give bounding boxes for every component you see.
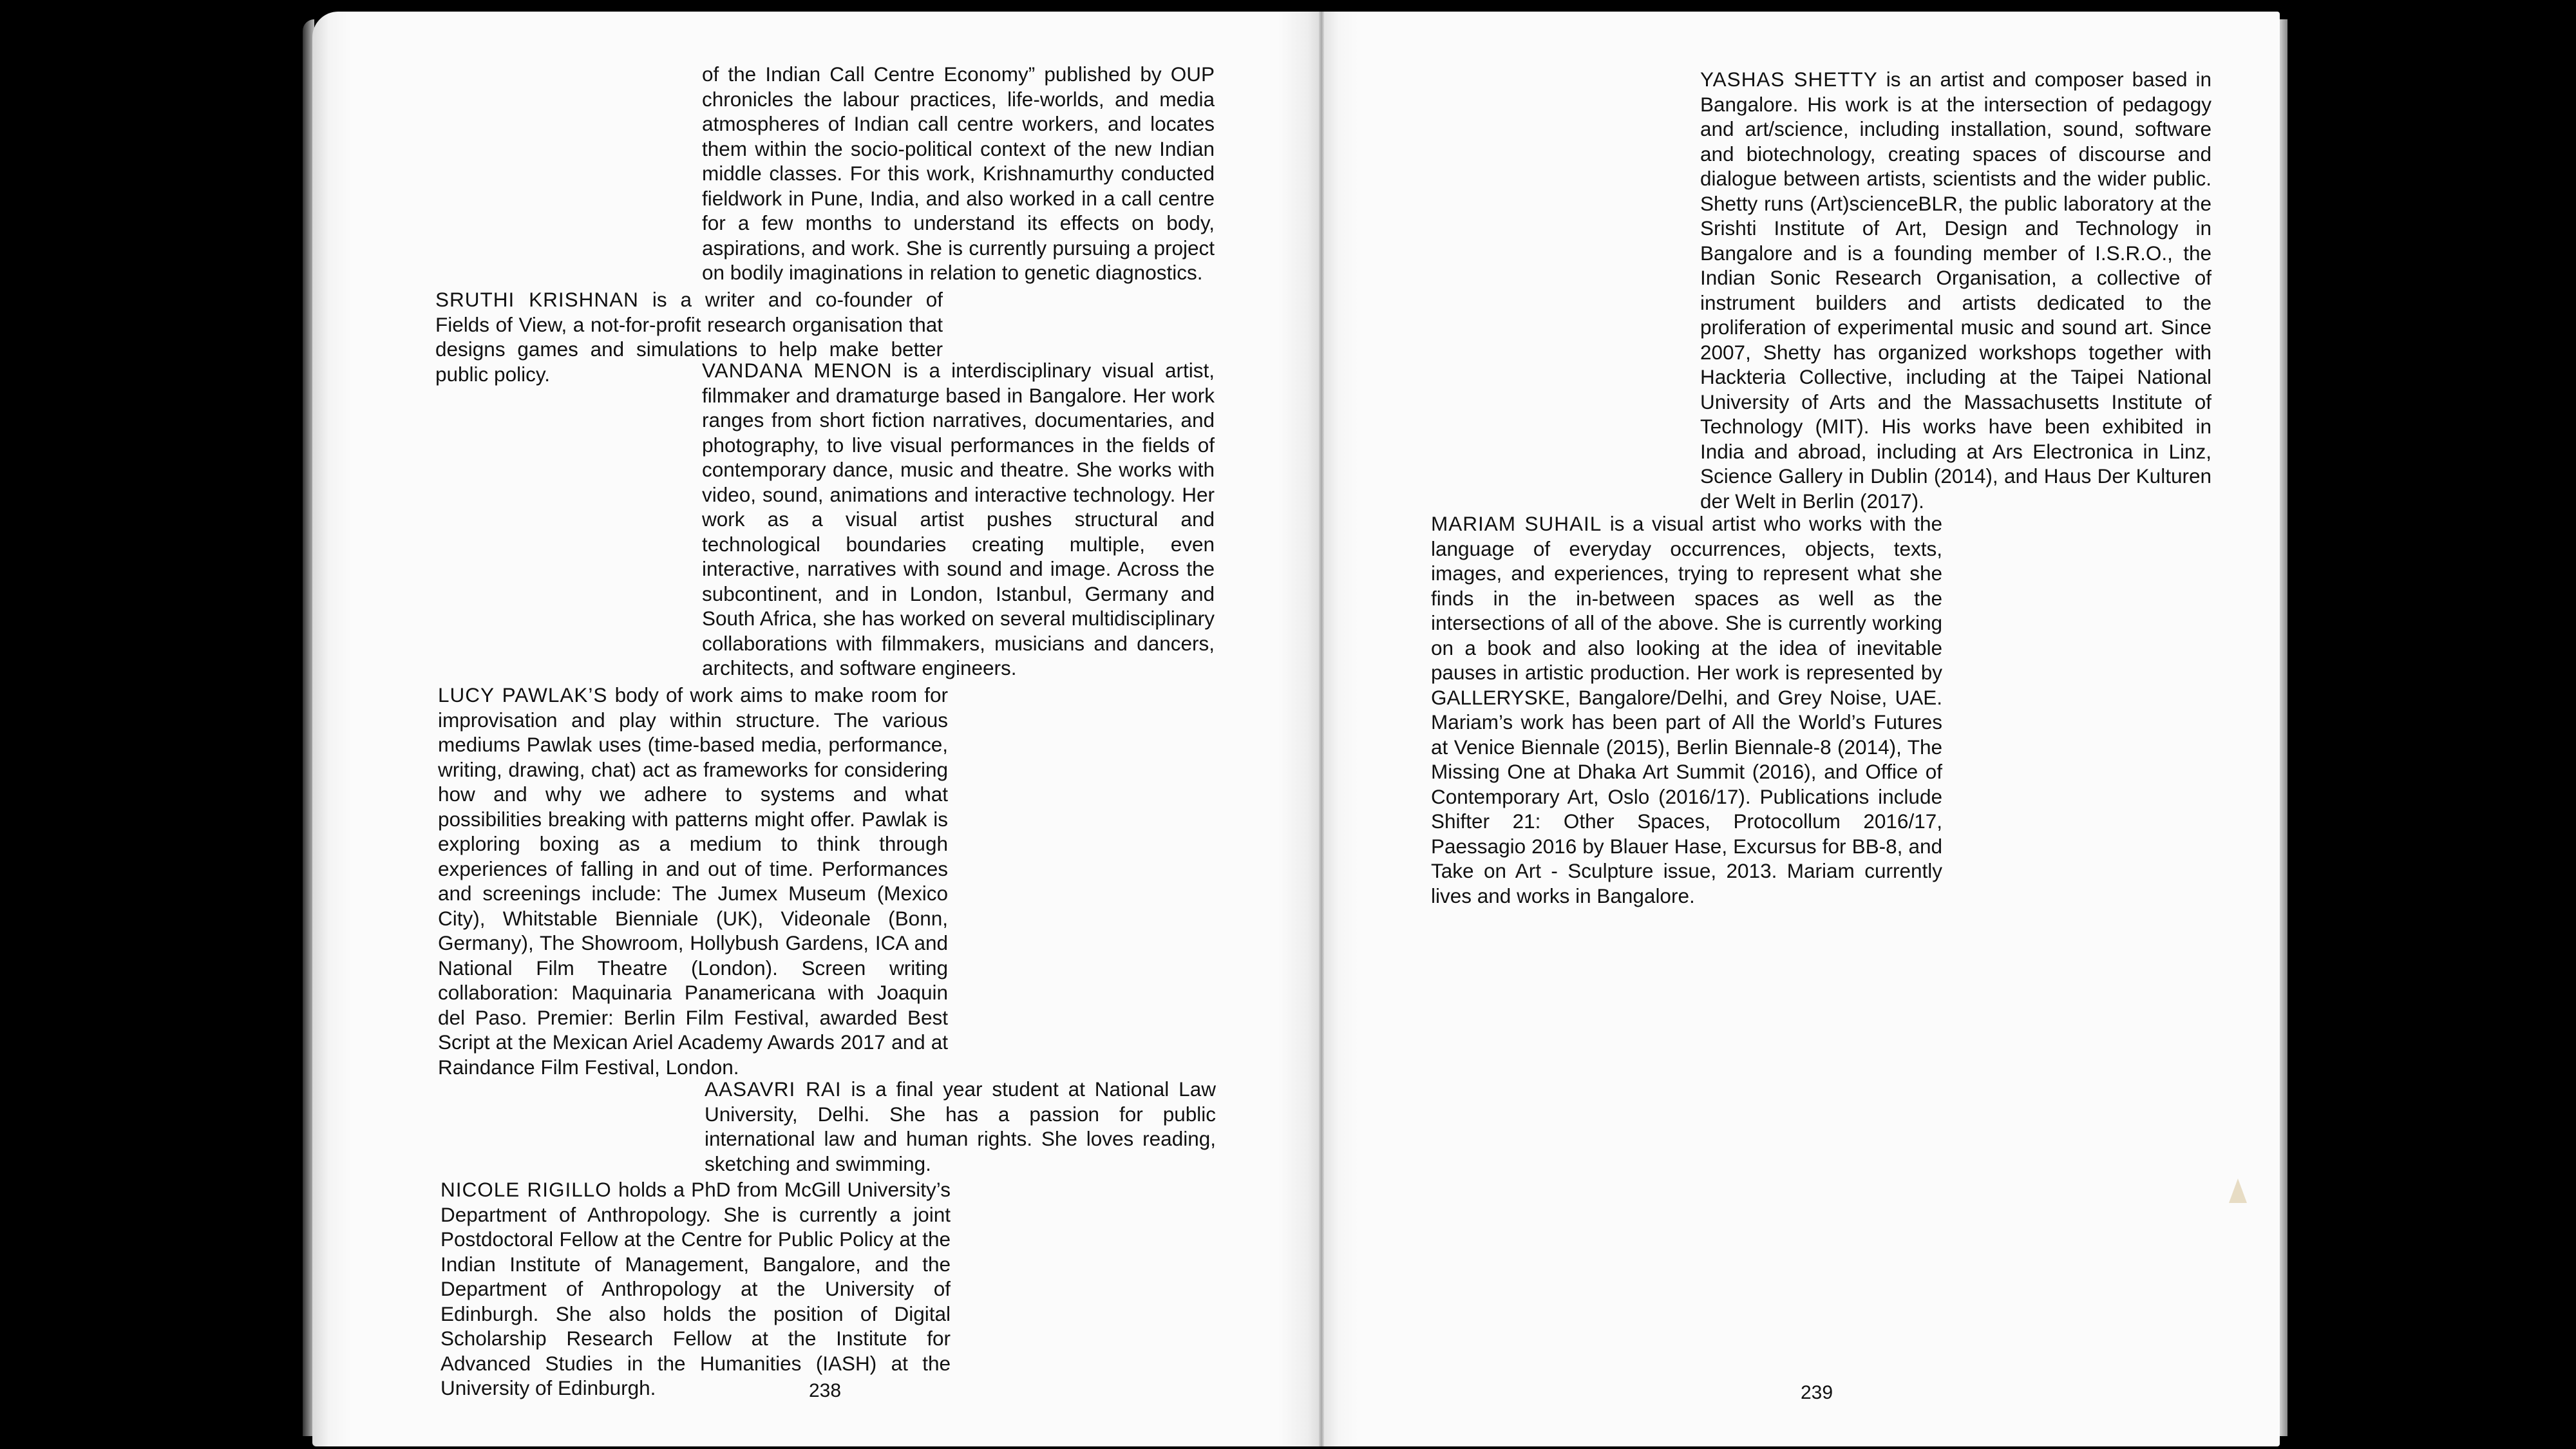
bio-krishnamurthy-continued	[702, 62, 1215, 285]
bio-text: is a final year student at National Law University, Delhi. She has a passion for public international law and human rights. She loves reading, sketching and swimming.	[705, 1077, 1216, 1175]
bio-text: holds a PhD from McGill University’s Department of Anthropology. She is currently a joint Postdoctoral Fellow at the Centre for Public Policy at the Indian Institute of Management, Bangalore, and the Department of Anthropology at the University of Edinburgh. She also holds the position of Digital Scholarship Research Fellow at the Institute for Advanced Studies in the Humanities (IASH) at the University of Edinburgh.	[440, 1178, 951, 1399]
bio-name: SRUTHI KRISHNAN	[435, 288, 639, 311]
bio-text: is a interdisciplinary visual artist, filmmaker and dramaturge based in Bangalore. Her work ranges from short fiction narratives, documentaries, and photography, to live visual performances in the fields of contemporary dance, music and theatre. She works with video, sound, animations and interactive technology. Her work as a visual artist pushes structural and technological boundaries creating multiple, even interactive, narratives with sound and image. Across the subcontinent, and in London, Istanbul, Germany and South Africa, she has worked on several multidisciplinary collaborations with filmmakers, musicians and dancers, architects, and software engineers.	[702, 359, 1215, 679]
page-number-right: 239	[1801, 1382, 1833, 1403]
bio-text: is a writer and co-founder of Fields of View, a not-for-profit research organisation that designs games and simulations to help make better public policy.	[435, 288, 943, 386]
bio-text: is an artist and composer based in Bangalore. His work is at the intersection of pedagogy and art/science, including installation, sound, software and biotechnology, creating spaces of discourse and dialogue between artists, scientists and the wider public. Shetty runs (Art)scienceBLR, the public laboratory at the Srishti Institute of Art, Design and Technology in Bangalore and is a founding member of I.S.R.O., the Indian Sonic Research Organisation, a collective of instrument builders and artists dedicated to the proliferation of experimental music and sound art. Since 2007, Shetty has organized workshops together with Hackteria Collective, including at the Taipei National University of Arts and the Massachusetts Institute of Technology (MIT). His works have been exhibited in India and abroad, including at Ars Electronica in Linz, Science Gallery in Dublin (2014), and Haus Der Kulturen der Welt in Berlin (2017).	[1700, 68, 2211, 513]
bio-name: MARIAM SUHAIL	[1431, 512, 1602, 535]
book-right-edge	[2280, 19, 2287, 1436]
bio-text: is a visual artist who works with the language of everyday occurrences, objects, texts, images, and experiences, trying to represent what she finds in the in-between spaces as well as the intersections of all of the above. She is currently working on a book and also looking at the idea of inevitable pauses in artistic production. Her work is represented by GALLERYSKE, Bangalore/Delhi, and Grey Noise, UAE. Mariam’s work has been part of All the World’s Futures at Venice Biennale (2015), Berlin Biennale-8 (2014), The Missing One at Dhaka Art Summit (2016), and Office of Contemporary Art, Oslo (2016/17). Publications include Shifter 21: Other Spaces, Protocollum 2016/17, Paessagio 2016 by Blauer Hase, Excursus for BB-8, and Take on Art - Sculpture issue, 2013. Mariam currently lives and works in Bangalore.	[1431, 512, 1942, 907]
bio-text: of the Indian Call Centre Economy” published by OUP chronicles the labour practices, life-worlds, and media atmospheres of Indian call centre workers, and locates them within the socio-political context of the new Indian middle classes. For this work, Krishnamurthy conducted fieldwork in Pune, India, and also worked in a call centre for a few months to understand its effects on body, aspirations, and work. She is currently pursuing a project on bodily imaginations in relation to genetic diagnostics.	[702, 62, 1215, 284]
bio-name: VANDANA MENON	[702, 359, 893, 382]
bio-vandana-menon	[702, 358, 1215, 681]
book-gutter	[1319, 12, 1324, 1446]
bio-name: NICOLE RIGILLO	[440, 1178, 612, 1201]
bio-text: body of work aims to make room for improvisation and play within structure. The various mediums Pawlak uses (time-based media, performance, writing, drawing, chat) act as frameworks for considering how and why we adhere to systems and what possibilities breaking with patterns might offer. Pawlak is exploring boxing as a medium to think through experiences of falling in and out of time. Performances and screenings include: The Jumex Museum (Mexico City), Whitstable Bienniale (UK), Videonale (Bonn, Germany), The Showroom, Hollybush Gardens, ICA and National Film Theatre (London). Screen writing collaboration: Maquinaria Panamericana with Joaquin del Paso. Premier: Berlin Film Festival, awarded Best Script at the Mexican Ariel Academy Awards 2017 and at Raindance Film Festival, London.	[438, 683, 948, 1079]
bio-lucy-pawlak	[438, 683, 948, 1079]
bio-yashas-shetty	[1700, 67, 2211, 513]
bio-name: YASHAS SHETTY	[1700, 68, 1878, 91]
bio-aasavri-rai	[705, 1077, 1216, 1176]
bio-name: AASAVRI RAI	[705, 1077, 842, 1101]
bio-name: LUCY PAWLAK’S	[438, 683, 608, 706]
page-number-left: 238	[809, 1380, 842, 1401]
bio-nicole-rigillo	[440, 1177, 951, 1401]
page-mark-icon	[2229, 1179, 2247, 1203]
bio-mariam-suhail	[1431, 511, 1942, 908]
